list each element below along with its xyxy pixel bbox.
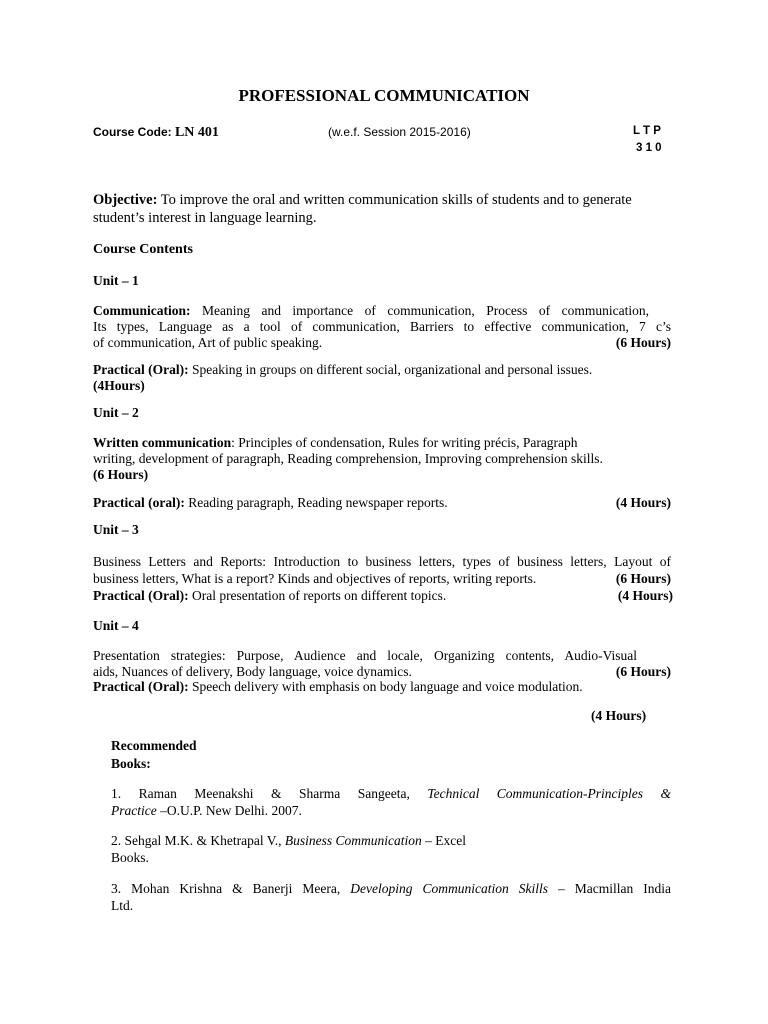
unit-3-prac-text: Oral presentation of reports on different topics. [191,588,447,603]
unit-2-prac-hours: (4 Hours) [615,495,671,510]
unit-4-prac-text: Speech delivery with emphasis on body language and voice modulation. [191,679,583,694]
objective [93,191,671,227]
unit-1-comm-label: Communication: [93,303,191,318]
books-heading-line-2: Books: [111,756,151,771]
unit-4-line-2: aids, Nuances of delivery, Body language, voice dynamics. [93,663,412,679]
unit-4-heading: Unit – 4 [93,618,139,633]
unit-1-prac-label: Practical (Oral): [93,362,189,377]
unit-1-comm-line-1: Meaning and importance of communication, Process of communication, [201,303,649,318]
unit-3-prac-hours: (4 Hours) [617,588,673,603]
unit-4-presentation [93,648,671,695]
unit-2-written-label: Written communication [93,435,232,450]
objective-label: Objective: [93,192,158,208]
unit-1-comm-line-2: Its types, Language as a tool of communication, Barriers to effective communication, 7 c’s [93,319,671,334]
unit-3-prac-label: Practical (Oral): [93,588,189,603]
unit-3-business [93,553,671,604]
unit-1-prac-hours: (4Hours) [93,378,145,393]
unit-1-comm-line-3: of communication, Art of public speaking. [93,335,323,350]
book-item-2 [111,832,466,866]
course-code-value: LN 401 [174,125,219,140]
unit-1-heading: Unit – 1 [93,273,139,288]
unit-1-practical [93,362,671,394]
book-3-rest-1: – Macmillan India [558,881,672,896]
book-2-rest-1: – Excel [425,833,466,848]
unit-1-comm-hours: (6 Hours) [615,335,671,350]
course-code-label: Course Code: [93,125,172,139]
session-info: (w.e.f. Session 2015-2016) [328,125,471,139]
book-1-authors: Raman Meenakshi & Sharma Sangeeta, [138,786,410,801]
unit-1-prac-text: Speaking in groups on different social, organizational and personal issues. [191,362,593,377]
book-2-rest-2: Books. [111,850,149,865]
unit-2-prac-label: Practical (oral): [93,495,185,510]
unit-4-line-1: Presentation strategies: Purpose, Audience and locale, Organizing contents, Audio-Visual [93,648,637,663]
book-1-rest: –O.U.P. New Delhi. 2007. [160,803,302,818]
objective-text-1: To improve the oral and written communication skills of students and to generate [160,192,632,208]
course-code [93,124,219,141]
unit-1-communication [93,303,671,351]
course-contents-heading: Course Contents [93,242,193,257]
books-heading [111,737,196,773]
unit-2-written-line-2: writing, development of paragraph, Reading comprehension, Improving comprehension skills. [93,451,603,466]
unit-2-written-hours: (6 Hours) [93,467,149,482]
book-3-rest-2: Ltd. [111,898,134,913]
book-item-1 [111,785,671,819]
book-3-title: Developing Communication Skills [350,881,549,896]
unit-2-heading: Unit – 2 [93,405,139,420]
unit-2-written [93,435,671,483]
unit-2-written-line-1: : Principles of condensation, Rules for writing précis, Paragraph [231,435,578,450]
book-1-title-1: Technical Communication-Principles & [427,786,672,801]
book-2-title: Business Communication [284,833,422,848]
book-3-num: 3. [111,881,122,896]
unit-4-hours: (6 Hours) [615,663,671,679]
ltp-label: L T P [633,125,661,137]
ltp-values: 3 1 0 [636,142,662,154]
unit-3-hours: (6 Hours) [615,571,671,586]
book-1-num: 1. [111,786,122,801]
unit-3-line-2: business letters, What is a report? Kinds and objectives of reports, writing reports. [93,571,537,586]
book-2-authors: Sehgal M.K. & Khetrapal V., [124,833,282,848]
unit-4-prac-label: Practical (Oral): [93,679,189,694]
unit-2-prac-text: Reading paragraph, Reading newspaper reports. [188,495,448,510]
books-heading-line-1: Recommended [111,738,197,753]
book-3-authors: Mohan Krishna & Banerji Meera, [131,881,341,896]
book-item-3 [111,880,671,914]
book-1-title-2: Practice [111,803,157,818]
unit-3-line-1: Business Letters and Reports: Introduction to business letters, types of business letters, Layout of [93,554,671,569]
unit-3-heading: Unit – 3 [93,522,139,537]
unit-2-practical [93,495,671,511]
book-2-num: 2. [111,833,122,848]
unit-4-prac-hours: (4 Hours) [591,708,647,723]
objective-text-2: student’s interest in language learning. [93,210,317,226]
page-title: PROFESSIONAL COMMUNICATION [238,86,530,105]
